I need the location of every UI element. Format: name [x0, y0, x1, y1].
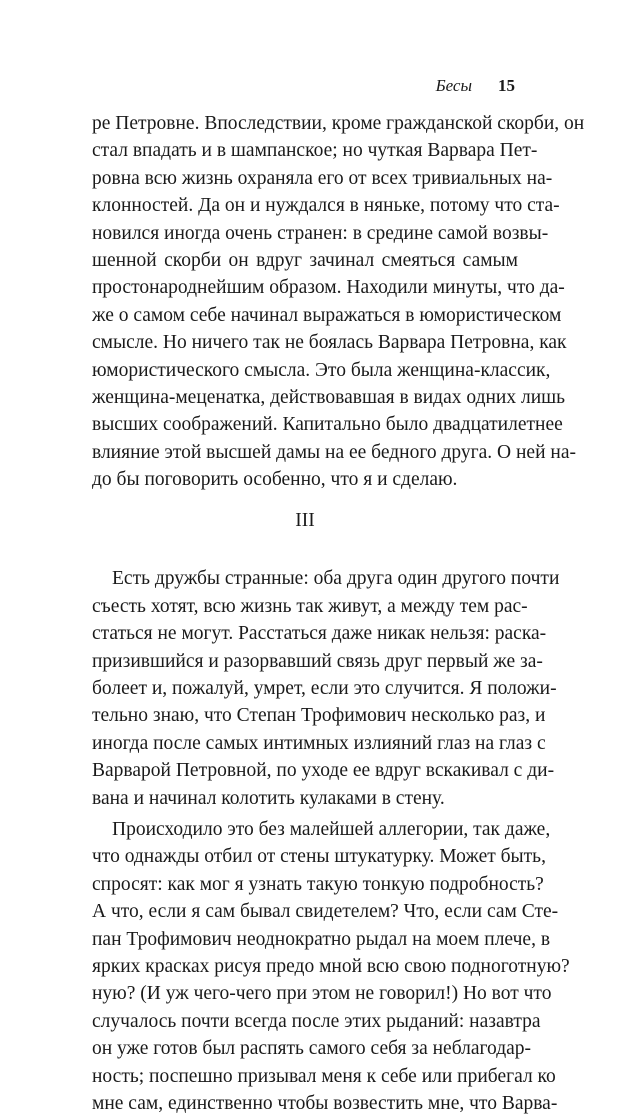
text-line: женщина-меценатка, действовавшая в видах одних лишь	[92, 386, 566, 408]
section-heading: III	[295, 510, 315, 532]
text-line: стал впадать и в шампанское; но чуткая Варвара Пет-	[92, 140, 538, 162]
text-line: новился иногда очень странен: в средине самой возвы-	[92, 222, 549, 244]
continued-paragraph	[92, 110, 585, 493]
text-line: ность; поспешно призывал меня к себе или прибегал ко	[92, 1065, 556, 1087]
text-line: влияние этой высшей дамы на ее бедного друга. О ней на-	[92, 441, 576, 463]
text-line: смысле. Но ничего так не боялась Варвара Петровна, как	[92, 332, 567, 354]
text-line: же о самом себе начинал выражаться в юмористическом	[92, 304, 562, 326]
text-line: простонароднейшим образом. Находили минуты, что да-	[92, 277, 565, 299]
running-header	[436, 76, 515, 96]
text-line: съесть хотят, всю жизнь так живут, а между тем рас-	[92, 595, 528, 617]
text-line: ярких красках рисуя предо мной всю свою подноготную?	[92, 955, 570, 977]
text-line: до бы поговорить особенно, что я и сделаю.	[92, 469, 458, 491]
paragraph	[92, 565, 560, 812]
text-line: вана и начинал колотить кулаками в стену.	[92, 787, 445, 809]
text-line: ровна всю жизнь охраняла его от всех тривиальных на-	[92, 167, 553, 189]
text-line: Происходило это без малейшей аллегории, так даже,	[112, 818, 551, 840]
text-line: иногда после самых интимных излияний глаз на глаз с	[92, 732, 546, 754]
text-line: призившийся и разорвавший связь друг первый же за-	[92, 650, 543, 672]
text-line: высших соображений. Капитально было двадцатилетнее	[92, 414, 563, 436]
text-line: пан Трофимович неоднократно рыдал на моем плече, в	[92, 928, 551, 950]
text-line: мне сам, единственно чтобы возвестить мне, что Варва-	[92, 1092, 558, 1114]
page-number: 15	[498, 76, 515, 95]
running-title: Бесы	[435, 76, 472, 95]
text-line: спросят: как мог я узнать такую тонкую подробность?	[92, 873, 544, 895]
paragraph	[92, 816, 570, 1117]
text-line: ную? (И уж чего-чего при этом не говорил!) Но вот что	[92, 983, 552, 1005]
text-line: случалось почти всегда после этих рыданий: назавтра	[92, 1010, 541, 1032]
text-line: что однажды отбил от стены штукатурку. Может быть,	[92, 846, 546, 868]
text-line: А что, если я сам бывал свидетелем? Что, если сам Сте-	[92, 901, 559, 923]
text-line: Есть дружбы странные: оба друга один другого почти	[112, 568, 560, 590]
body-text	[92, 110, 585, 1117]
text-line: клонностей. Да он и нуждался в няньке, потому что ста-	[92, 195, 560, 217]
text-line: он уже готов был распять самого себя за неблагодар-	[92, 1038, 532, 1060]
text-line: статься не могут. Расстаться даже никак нельзя: раска-	[92, 623, 547, 645]
text-line: юмористического смысла. Это была женщина-классик,	[92, 359, 551, 381]
text-line: ре Петровне. Впоследствии, кроме гражданской скорби, он	[92, 113, 585, 134]
text-line: тельно знаю, что Степан Трофимович несколько раз, и	[92, 705, 546, 727]
text-line: шенной скорби он вдруг зачинал смеяться самым	[92, 249, 518, 271]
text-line: болеет и, пожалуй, умрет, если это случится. Я положи-	[92, 678, 557, 700]
text-line: Варварой Петровной, по уходе ее вдруг вскакивал с ди-	[92, 760, 555, 782]
